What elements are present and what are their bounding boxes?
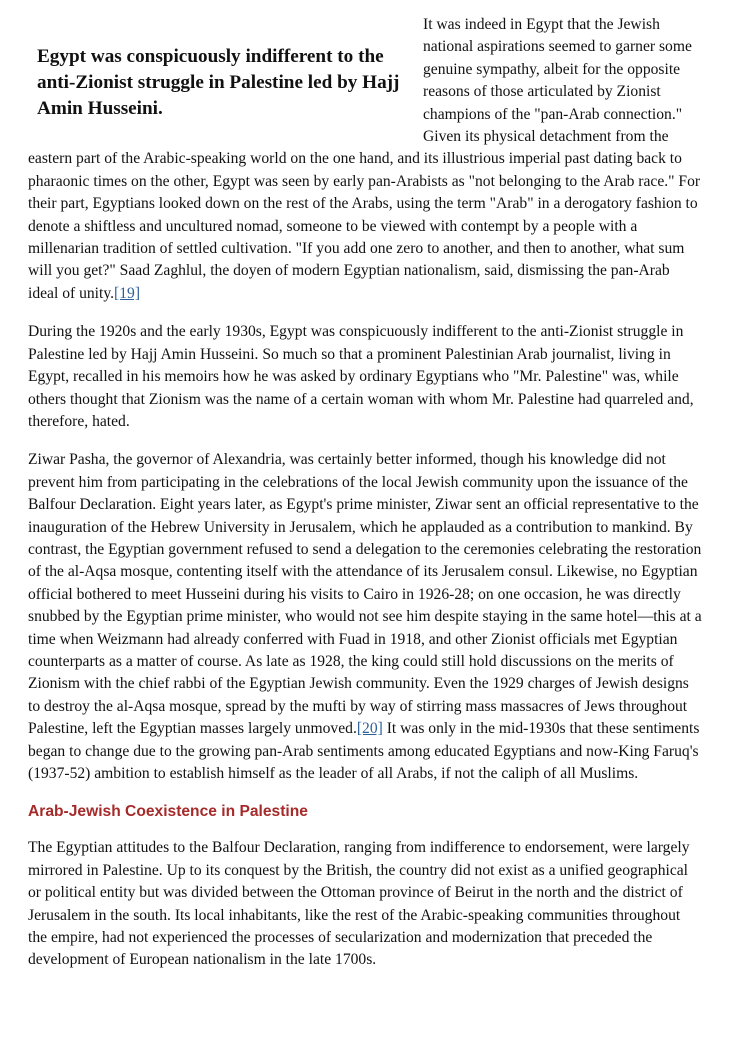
paragraph-palestine: The Egyptian attitudes to the Balfour Declaration, ranging from indifference to endorsement, were largely mirrored in Palestine. Up to its conquest by the British, the country did not exist as a unified geographical or political entity but was divided between the Ottoman province of Beirut in the north and the district of Jerusalem in the south. Its local inhabitants, like the rest of the Arabic-speaking communities throughout the empire, had not experienced the processes of secularization and modernization that preceded the development of European nationalism in the late 1700s. <box>28 839 690 969</box>
paragraph-ziwar-pasha <box>28 449 702 785</box>
paragraph-text: Ziwar Pasha, the governor of Alexandria, was certainly better informed, though his knowledge did not prevent him from participating in the celebrations of the local Jewish community upon the issuance of the Balfour Declaration. Eight years later, as Egypt's prime minister, Ziwar sent an official representative to the inauguration of the Hebrew University in Jerusalem, which he applauded as a contribution to mankind. By contrast, the Egyptian government refused to send a delegation to the ceremonies celebrating the restoration of the al-Aqsa mosque, contenting itself with the attendance of its Jerusalem consul. Likewise, no Egyptian official bothered to meet Husseini during his visits to Cairo in 1926-28; on one occasion, he was directly snubbed by the Egyptian prime minister, who would not see him despite staying in the same hotel—this at a time when Weizmann had already conferred with Fuad in 1918, and other Zionist officials met Egyptian counterparts as a matter of course. As late as 1928, the king could still hold discussions on the merits of Zionism with the chief rabbi of the Egyptian Jewish community. Even the 1929 charges of Jewish designs to destroy the al-Aqsa mosque, spread by the mufti by way of stirring mass massacres of Jews throughout Palestine, left the Egyptian masses largely unmoved. <box>28 451 702 738</box>
section-heading: Arab-Jewish Coexistence in Palestine <box>28 803 308 821</box>
paragraph-text: It was indeed in Egypt that the Jewish national aspirations seemed to garner some genuine sympathy, albeit for the opposite reasons of those articulated by Zionist champions of the "pan-Arab connection." Given its physical detachment from the eastern part of the Arabic-speaking world on the one hand, and its illustrious imperial past dating back to pharaonic times on the other, Egypt was seen by early pan-Arabists as "not belonging to the Arab race." For their part, Egyptians looked down on the rest of the Arabs, using the term "Arab" in a derogatory fashion to denote a shiftless and uncultured nomad, someone to be viewed with contempt by a people with a millenarian tradition of settled cultivation. "If you add one zero to another, and then to another, what sum will you get?" Saad Zaghlul, the doyen of modern Egyptian nationalism, said, dismissing the pan-Arab ideal of unity. <box>28 16 701 302</box>
paragraph-indifference: During the 1920s and the early 1930s, Egypt was conspicuously indifferent to the anti-Zionist struggle in Palestine led by Hajj Amin Husseini. So much so that a prominent Palestinian Arab journalist, living in Egypt, recalled in his memoirs how he was asked by ordinary Egyptians who "Mr. Palestine" was, while others thought that Zionism was the name of a certain woman with whom Mr. Palestine had quarreled and, therefore, hated. <box>28 323 694 430</box>
footnote-link-19[interactable]: [19] <box>114 284 141 302</box>
article-body <box>28 14 702 988</box>
footnote-link-20[interactable]: [20] <box>356 720 383 738</box>
pull-quote: Egypt was conspicuously indifferent to the anti-Zionist struggle in Palestine led by Hajj Amin Husseini. <box>37 46 400 119</box>
paragraph-text: It was only in the mid-1930s that these sentiments began to change due to the growing pan-Arab sentiments among educated Egyptians and now-King Faruq's (1937-52) ambition to establish himself as the leader of all Arabs, if not the caliph of all Muslims. <box>28 720 700 782</box>
